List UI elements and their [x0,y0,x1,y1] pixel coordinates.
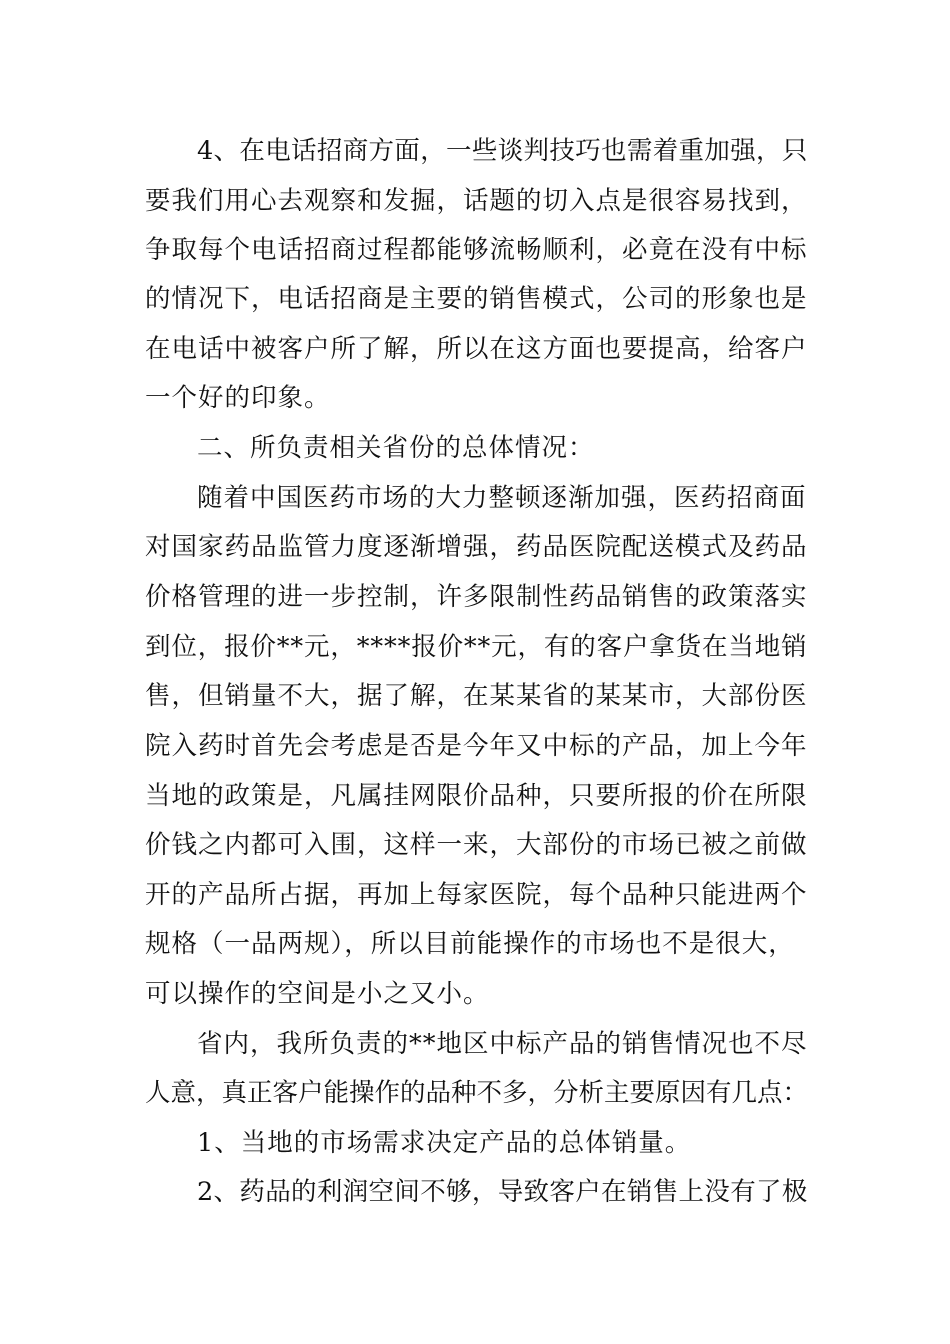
text-line: 二、所负责相关省份的总体情况： [197,433,595,463]
text-line: 对国家药品监管力度逐渐增强，药品医院配送模式及药品 [145,532,808,562]
text-line: 1、当地的市场需求决定产品的总体销量。 [197,1128,692,1158]
text-line: 2、药品的利润空间不够，导致客户在销售上没有了极 [197,1177,808,1207]
text-line: 价钱之内都可入围，这样一来，大部份的市场已被之前做 [145,830,808,860]
text-line: 规格（一品两规），所以目前能操作的市场也不是很大， [145,929,795,959]
text-line: 售，但销量不大，据了解，在某某省的某某市，大部份医 [145,681,808,711]
text-line: 到位，报价**元，****报价**元，有的客户拿货在当地销 [145,632,808,662]
text-line: 价格管理的进一步控制，许多限制性药品销售的政策落实 [145,582,808,612]
text-line: 随着中国医药市场的大力整顿逐渐加强，医药招商面 [197,483,807,513]
text-line: 要我们用心去观察和发掘，话题的切入点是很容易找到， [145,186,808,216]
text-line: 4、在电话招商方面，一些谈判技巧也需着重加强，只 [197,136,808,166]
text-line: 开的产品所占据，再加上每家医院，每个品种只能进两个 [145,880,808,910]
text-line: 的情况下，电话招商是主要的销售模式，公司的形象也是 [145,284,808,314]
text-line: 在电话中被客户所了解，所以在这方面也要提高，给客户 [145,334,808,364]
text-line: 一个好的印象。 [145,383,331,413]
text-line: 可以操作的空间是小之又小。 [145,979,490,1009]
text-line: 院入药时首先会考虑是否是今年又中标的产品，加上今年 [145,731,808,761]
text-line: 人意，真正客户能操作的品种不多，分析主要原因有几点： [145,1078,809,1108]
text-line: 省内，我所负责的**地区中标产品的销售情况也不尽 [197,1029,808,1059]
text-line: 当地的政策是，凡属挂网限价品种，只要所报的价在所限 [145,781,808,811]
text-line: 争取每个电话招商过程都能够流畅顺利，必竟在没有中标 [145,235,808,265]
